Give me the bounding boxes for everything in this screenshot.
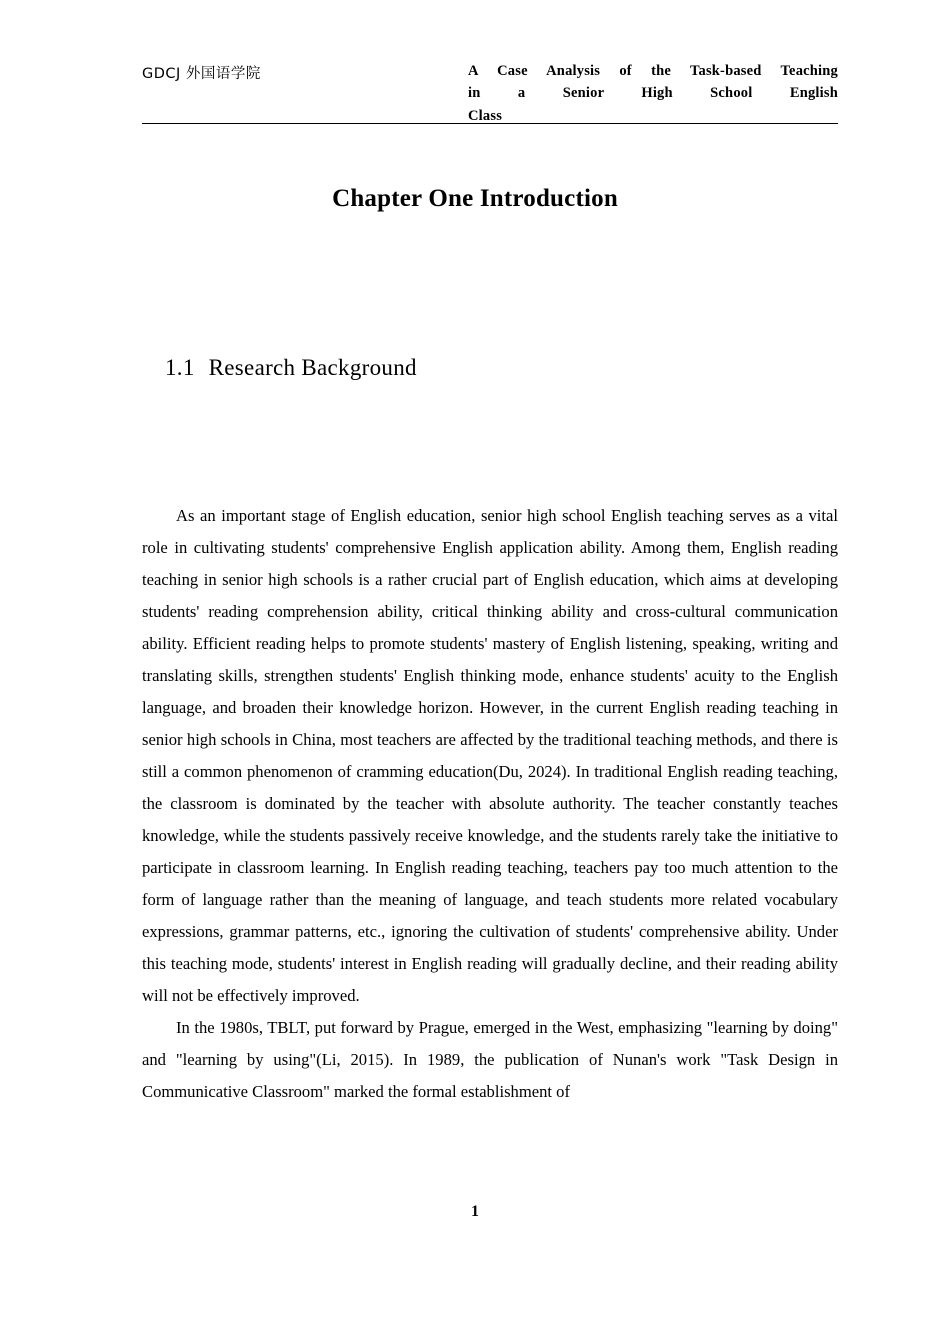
page-number: 1 <box>471 1203 479 1220</box>
header-divider <box>142 123 838 124</box>
header-institution-label: GDCJ 外国语学院 <box>142 66 261 82</box>
page-title: Chapter One Introduction <box>332 185 618 212</box>
header-title-line-2: in a Senior High School English <box>468 85 838 102</box>
section-number: 1.1 <box>165 355 195 380</box>
header-thesis-title <box>468 60 838 127</box>
body-content <box>142 500 838 1108</box>
header-title-line-3: Class <box>468 107 503 124</box>
section-heading <box>165 355 417 381</box>
section-name: Research Background <box>208 355 417 380</box>
header-title-line-1: A Case Analysis of the Task-based Teaching <box>468 63 838 79</box>
paragraph: As an important stage of English education, senior high school English teaching serves as a vital role in cultivating students' comprehensive English application ability. Among them, English reading teaching in senior high schools is a rather crucial part of English education, which aims at developing students' reading comprehension ability, critical thinking ability and cross-cultural communication ability. Efficient reading helps to promote students' mastery of English listening, speaking, writing and translating skills, strengthen students' English thinking mode, enhance students' acuity to the English language, and broaden their knowledge horizon. However, in the current English reading teaching in senior high schools in China, most teachers are affected by the traditional teaching methods, and there is still a common phenomenon of cramming education(Du, 2024). In traditional English reading teaching, the classroom is dominated by the teacher with absolute authority. The teacher constantly teaches knowledge, while the students passively receive knowledge, and the students rarely take the initiative to participate in classroom learning. In English reading teaching, teachers pay too much attention to the form of language rather than the meaning of language, and teach students more related vocabulary expressions, grammar patterns, etc., ignoring the cultivation of students' comprehensive ability. Under this teaching mode, students' interest in English reading will gradually decline, and their reading ability will not be effectively improved. <box>142 506 838 1005</box>
header-row <box>142 60 838 127</box>
page-header <box>142 60 838 127</box>
paragraph: In the 1980s, TBLT, put forward by Prague, emerged in the West, emphasizing "learning by doing" and "learning by using"(Li, 2015). In 1989, the publication of Nunan's work "Task Design in Communicative Classroom" marked the formal establishment of <box>142 1018 838 1101</box>
